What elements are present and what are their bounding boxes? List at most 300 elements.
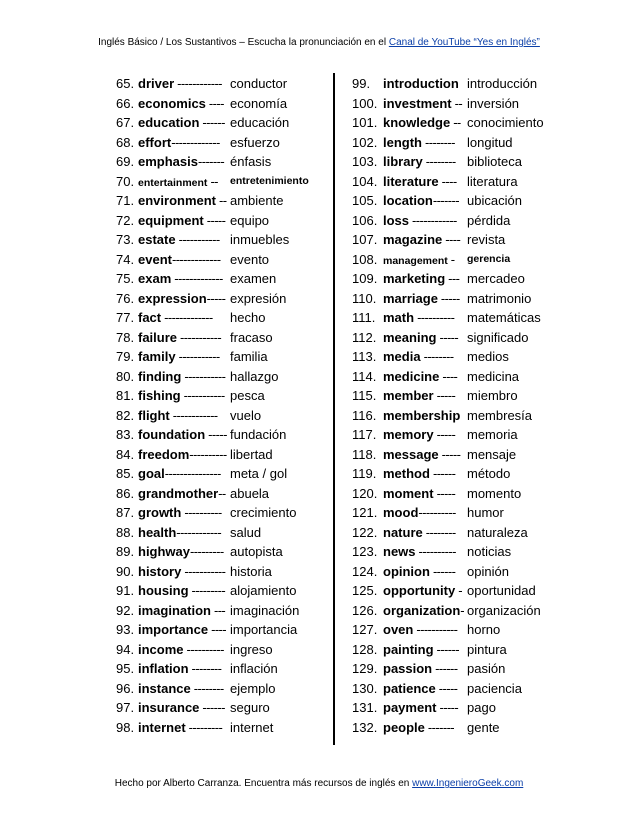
spanish-translation: expresión [230, 290, 287, 306]
dash-leader: ----- [203, 212, 226, 228]
dash-leader: ------ [199, 700, 225, 715]
spanish-translation: conductor [230, 76, 288, 91]
english-term: investment [383, 95, 452, 111]
vocab-row [352, 698, 582, 718]
entry-number: 99. [352, 76, 371, 91]
vocab-row [116, 211, 338, 231]
dash-leader: ---------- [189, 446, 227, 462]
vocab-row [352, 562, 582, 582]
entry-number: 114. [352, 368, 377, 384]
english-term: equipment [138, 212, 204, 228]
youtube-channel-link[interactable]: Canal de YouTube “Yes en Inglés” [388, 37, 540, 48]
spanish-translation: mensaje [467, 446, 517, 462]
dash-leader: ------- [432, 193, 459, 208]
english-term: estate [138, 232, 176, 247]
dash-leader: ------ [429, 563, 456, 579]
english-term: driver [138, 76, 175, 91]
spanish-translation: vuelo [230, 407, 262, 423]
vocab-row [352, 406, 582, 426]
vocab-column-left [116, 74, 338, 737]
english-term: freedom [138, 446, 190, 462]
dash-leader: - [447, 251, 455, 267]
vocab-row [116, 718, 338, 738]
vocab-row [352, 172, 582, 192]
english-term: history [138, 563, 182, 579]
entry-number: 118. [352, 446, 377, 462]
english-term: housing [138, 583, 189, 598]
entry-number: 77. [116, 310, 135, 325]
dash-leader: ----------- [175, 349, 220, 364]
vocab-row [116, 464, 338, 484]
spanish-translation: economía [230, 95, 288, 111]
spanish-translation: paciencia [467, 680, 522, 696]
english-term: management [383, 254, 448, 267]
dash-leader: - [460, 602, 465, 618]
spanish-translation: libertad [230, 446, 273, 462]
page-header [0, 37, 638, 48]
vocab-row [116, 503, 338, 523]
entry-number: 127. [352, 622, 378, 637]
dash-leader: ----- [437, 290, 460, 306]
english-term: opportunity [383, 583, 456, 598]
vocab-row [352, 679, 582, 699]
entry-number: 65. [116, 76, 135, 91]
spanish-translation: introducción [467, 76, 538, 91]
dash-leader: -- [216, 193, 227, 208]
vocab-row [116, 347, 338, 367]
dash-leader: -- [218, 485, 226, 501]
spanish-translation: meta / gol [230, 466, 288, 481]
spanish-translation: familia [230, 349, 268, 364]
spanish-translation: memoria [467, 427, 518, 442]
entry-number: 115. [352, 388, 377, 403]
spanish-translation: gente [467, 719, 500, 735]
entry-number: 90. [116, 563, 135, 579]
dash-leader: -------- [188, 661, 222, 676]
english-term: news [383, 544, 416, 559]
vocab-row [116, 445, 338, 465]
english-term: moment [383, 485, 434, 501]
english-term: oven [383, 622, 414, 637]
spanish-translation: longitud [467, 134, 513, 150]
vocab-row [352, 269, 582, 289]
english-term: expression [138, 290, 207, 306]
spanish-translation: entretenimiento [230, 174, 309, 187]
entry-number: 73. [116, 232, 135, 247]
english-term: math [383, 310, 415, 325]
entry-number: 129. [352, 661, 378, 676]
entry-number: 89. [116, 544, 135, 559]
vocab-row [116, 308, 338, 328]
dash-leader: ----------- [177, 329, 222, 345]
vocab-row [352, 250, 582, 270]
english-term: finding [138, 368, 182, 384]
entry-number: 71. [116, 193, 135, 208]
dash-leader: ---------- [415, 544, 456, 559]
spanish-translation: mercadeo [467, 271, 525, 286]
vocab-row [116, 250, 338, 270]
english-term: meaning [383, 329, 437, 345]
entry-number: 82. [116, 407, 135, 423]
vocab-row [116, 425, 338, 445]
entry-number: 105. [352, 193, 378, 208]
dash-leader: ----------- [175, 232, 220, 247]
entry-number: 91. [116, 583, 135, 598]
vocab-row [352, 523, 582, 543]
vocab-row [116, 74, 338, 94]
spanish-translation: matemáticas [467, 310, 541, 325]
entry-number: 132. [352, 719, 378, 735]
dash-leader: ------- [197, 154, 225, 169]
entry-number: 69. [116, 154, 135, 169]
vocab-row [352, 620, 582, 640]
entry-number: 107. [352, 232, 378, 247]
english-term: family [138, 349, 176, 364]
english-term: environment [138, 193, 217, 208]
vocab-row [352, 640, 582, 660]
page-footer [0, 778, 638, 789]
entry-number: 103. [352, 154, 378, 169]
dash-leader: -- [451, 95, 463, 111]
vocab-row [352, 347, 582, 367]
vocab-row [116, 367, 338, 387]
dash-leader: ---------- [418, 505, 456, 520]
vocab-row [352, 464, 582, 484]
dash-leader: ----- [433, 388, 456, 403]
vocab-row [352, 133, 582, 153]
vocab-row [352, 659, 582, 679]
spanish-translation: pérdida [467, 212, 511, 228]
english-term: goal [138, 466, 165, 481]
vocab-row [116, 406, 338, 426]
english-term: insurance [138, 700, 200, 715]
entry-number: 66. [116, 95, 135, 111]
spanish-translation: membresía [467, 407, 533, 423]
dash-leader: ---- [439, 368, 458, 384]
spanish-translation: pago [467, 700, 496, 715]
english-term: grandmother [138, 485, 219, 501]
dash-leader: ---- [208, 622, 227, 637]
entry-number: 116. [352, 407, 377, 423]
entry-number: 111. [352, 310, 376, 325]
english-term: failure [138, 329, 178, 345]
dash-leader: -------- [420, 349, 454, 364]
english-term: highway [138, 544, 191, 559]
english-term: entertainment [138, 176, 208, 189]
footer-text: Hecho por Alberto Carranza. Encuentra más recursos de inglés en [114, 778, 413, 789]
vocab-row [352, 445, 582, 465]
spanish-translation: pesca [230, 388, 265, 403]
dash-leader: ------ [433, 641, 459, 657]
english-term: method [383, 466, 430, 481]
spanish-translation: ubicación [467, 193, 522, 208]
spanish-translation: historia [230, 563, 272, 579]
entry-number: 113. [352, 349, 377, 364]
vocab-column-right [352, 74, 582, 737]
entry-number: 87. [116, 505, 135, 520]
vocab-row [352, 503, 582, 523]
spanish-translation: literatura [467, 173, 518, 189]
entry-number: 125. [352, 583, 378, 598]
dash-leader: ----- [436, 700, 459, 715]
entry-number: 72. [116, 212, 135, 228]
dash-leader: --------- [188, 583, 226, 598]
entry-number: 112. [352, 329, 377, 345]
dash-leader: ------------- [171, 271, 223, 286]
spanish-translation: alojamiento [230, 583, 297, 598]
entry-number: 94. [116, 641, 135, 657]
spanish-translation: imaginación [230, 602, 300, 618]
dash-leader: - [455, 583, 462, 598]
spanish-translation: crecimiento [230, 505, 297, 520]
english-term: loss [383, 212, 410, 228]
entry-number: 119. [352, 466, 377, 481]
spanish-translation: fracaso [230, 329, 273, 345]
english-term: importance [138, 622, 209, 637]
spanish-translation: autopista [230, 544, 283, 559]
english-term: instance [138, 680, 191, 696]
english-term: event [138, 251, 172, 267]
spanish-translation: importancia [230, 622, 298, 637]
entry-number: 81. [116, 388, 135, 403]
vocab-row [116, 386, 338, 406]
spanish-translation: ingreso [230, 641, 273, 657]
english-term: length [383, 134, 422, 150]
english-term: membership [383, 407, 461, 423]
spanish-translation: pasión [467, 661, 506, 676]
spanish-translation: inversión [467, 95, 520, 111]
english-term: opinion [383, 563, 430, 579]
dash-leader: ---------- [181, 505, 222, 520]
spanish-translation: opinión [467, 563, 509, 579]
header-text: Inglés Básico / Los Sustantivos – Escucha la pronunciación en el [98, 37, 389, 48]
english-term: flight [138, 407, 170, 423]
english-term: introduction [383, 76, 459, 91]
vocab-row [352, 542, 582, 562]
vocab-row [352, 211, 582, 231]
dash-leader: ----- [435, 680, 458, 696]
vocab-row [352, 74, 582, 94]
spanish-translation: matrimonio [467, 290, 532, 306]
dash-leader: ---- [442, 232, 461, 247]
spanish-translation: humor [467, 505, 504, 520]
entry-number: 78. [116, 329, 135, 345]
vocab-row [116, 328, 338, 348]
vocab-row [352, 601, 582, 621]
entry-number: 130. [352, 680, 378, 696]
spanish-translation: miembro [467, 388, 518, 403]
entry-number: 84. [116, 446, 135, 462]
vocab-row [116, 191, 338, 211]
english-term: marketing [383, 271, 446, 286]
english-term: organization [383, 602, 461, 618]
dash-leader: --- [445, 271, 460, 286]
vocab-row [352, 718, 582, 738]
entry-number: 102. [352, 134, 378, 150]
english-term: member [383, 388, 434, 403]
vocab-row [116, 172, 338, 192]
english-term: passion [383, 661, 433, 676]
english-term: foundation [138, 427, 206, 442]
dash-leader: ------------- [171, 251, 221, 267]
spanish-translation: significado [467, 329, 529, 345]
entry-number: 122. [352, 524, 378, 540]
entry-number: 95. [116, 661, 135, 676]
dash-leader: ------------- [171, 134, 220, 150]
vocab-row [352, 367, 582, 387]
entry-number: 74. [116, 251, 135, 267]
english-term: inflation [138, 661, 189, 676]
dash-leader: ---- [438, 173, 457, 189]
spanish-translation: examen [230, 271, 277, 286]
entry-number: 86. [116, 485, 135, 501]
dash-leader: --------- [190, 544, 224, 559]
entry-number: 110. [352, 290, 377, 306]
english-term: imagination [138, 602, 211, 618]
spanish-translation: equipo [230, 212, 270, 228]
vocab-row [116, 133, 338, 153]
vocab-row [116, 698, 338, 718]
entry-number: 93. [116, 622, 135, 637]
spanish-translation: conocimiento [467, 115, 544, 130]
english-term: message [383, 446, 439, 462]
spanish-translation: educación [230, 115, 290, 130]
english-term: growth [138, 505, 182, 520]
dash-leader: ------ [432, 661, 458, 676]
spanish-translation: esfuerzo [230, 134, 280, 150]
entry-number: 117. [352, 427, 377, 442]
entry-number: 68. [116, 134, 135, 150]
english-term: patience [383, 680, 436, 696]
dash-leader: ------ [429, 466, 456, 481]
spanish-translation: internet [230, 719, 274, 735]
entry-number: 88. [116, 524, 135, 540]
entry-number: 70. [116, 173, 135, 189]
dash-leader: -- [207, 173, 218, 189]
dash-leader: ---- [205, 95, 224, 111]
english-term: education [138, 115, 200, 130]
dash-leader: ----- [438, 446, 461, 462]
spanish-translation: inmuebles [230, 232, 290, 247]
dash-leader: ----------- [180, 388, 225, 403]
english-term: internet [138, 719, 186, 735]
dash-leader: ------ [199, 115, 225, 130]
vocab-row [116, 620, 338, 640]
dash-leader: ----- [205, 427, 227, 442]
english-term: emphasis [138, 154, 198, 169]
vocab-row [352, 152, 582, 172]
vocab-row [352, 386, 582, 406]
english-term: fact [138, 310, 162, 325]
entry-number: 80. [116, 368, 135, 384]
english-term: knowledge [383, 115, 451, 130]
entry-number: 121. [352, 505, 378, 520]
vocab-row [116, 640, 338, 660]
dash-leader: ----------- [413, 622, 458, 637]
spanish-translation: inflación [230, 661, 278, 676]
spanish-translation: horno [467, 622, 501, 637]
vocab-row [116, 542, 338, 562]
dash-leader: --- [210, 602, 226, 618]
dash-leader: ----------- [181, 563, 226, 579]
spanish-translation: medios [467, 349, 509, 364]
vocab-row [116, 679, 338, 699]
spanish-translation: oportunidad [467, 583, 536, 598]
vocab-row [116, 113, 338, 133]
dash-leader: ------------ [176, 524, 222, 540]
entry-number: 85. [116, 466, 135, 481]
entry-number: 97. [116, 700, 135, 715]
english-term: payment [383, 700, 437, 715]
vocab-row [116, 269, 338, 289]
vocab-row [352, 94, 582, 114]
spanish-translation: seguro [230, 700, 270, 715]
dash-leader: --------- [185, 719, 223, 735]
vocab-row [116, 94, 338, 114]
english-term: marriage [383, 290, 438, 306]
entry-number: 96. [116, 680, 135, 696]
dash-leader: ------------ [409, 212, 457, 228]
english-term: exam [138, 271, 172, 286]
entry-number: 83. [116, 427, 135, 442]
spanish-translation: revista [467, 232, 506, 247]
entry-number: 126. [352, 602, 378, 618]
dash-leader: -- [450, 115, 461, 130]
vocab-row [116, 659, 338, 679]
english-term: mood [383, 505, 419, 520]
dash-leader: ----------- [181, 368, 226, 384]
entry-number: 100. [352, 95, 378, 111]
spanish-translation: ejemplo [230, 680, 276, 696]
vocab-row [352, 581, 582, 601]
entry-number: 128. [352, 641, 378, 657]
dash-leader: -------- [422, 154, 456, 169]
english-term: literature [383, 173, 439, 189]
vocab-row [116, 484, 338, 504]
spanish-translation: biblioteca [467, 154, 522, 169]
dash-leader: ------------ [174, 76, 222, 91]
spanish-translation: hallazgo [230, 368, 279, 384]
entry-number: 104. [352, 173, 378, 189]
english-term: medicine [383, 368, 440, 384]
vocab-row [116, 581, 338, 601]
entry-number: 120. [352, 485, 378, 501]
website-link[interactable]: www.IngenieroGeek.com [412, 778, 524, 789]
spanish-translation: evento [230, 251, 270, 267]
dash-leader: ----- [206, 290, 226, 306]
dash-leader: ----- [436, 329, 459, 345]
english-term: effort [138, 134, 172, 150]
entry-number: 131. [352, 700, 378, 715]
dash-leader: -------- [422, 134, 455, 150]
english-term: memory [383, 427, 434, 442]
spanish-translation: medicina [467, 368, 520, 384]
dash-leader: --------------- [164, 466, 221, 481]
spanish-translation: fundación [230, 427, 287, 442]
english-term: location [383, 193, 433, 208]
english-term: media [383, 349, 421, 364]
dash-leader: ---------- [414, 310, 455, 325]
spanish-translation: gerencia [467, 252, 511, 265]
entry-number: 79. [116, 349, 135, 364]
dash-leader: ------------- [161, 310, 213, 325]
vocab-row [352, 230, 582, 250]
english-term: magazine [383, 232, 443, 247]
english-term: fishing [138, 388, 181, 403]
dash-leader: ------------ [169, 407, 218, 423]
entry-number: 101. [352, 115, 378, 130]
vocab-row [352, 328, 582, 348]
